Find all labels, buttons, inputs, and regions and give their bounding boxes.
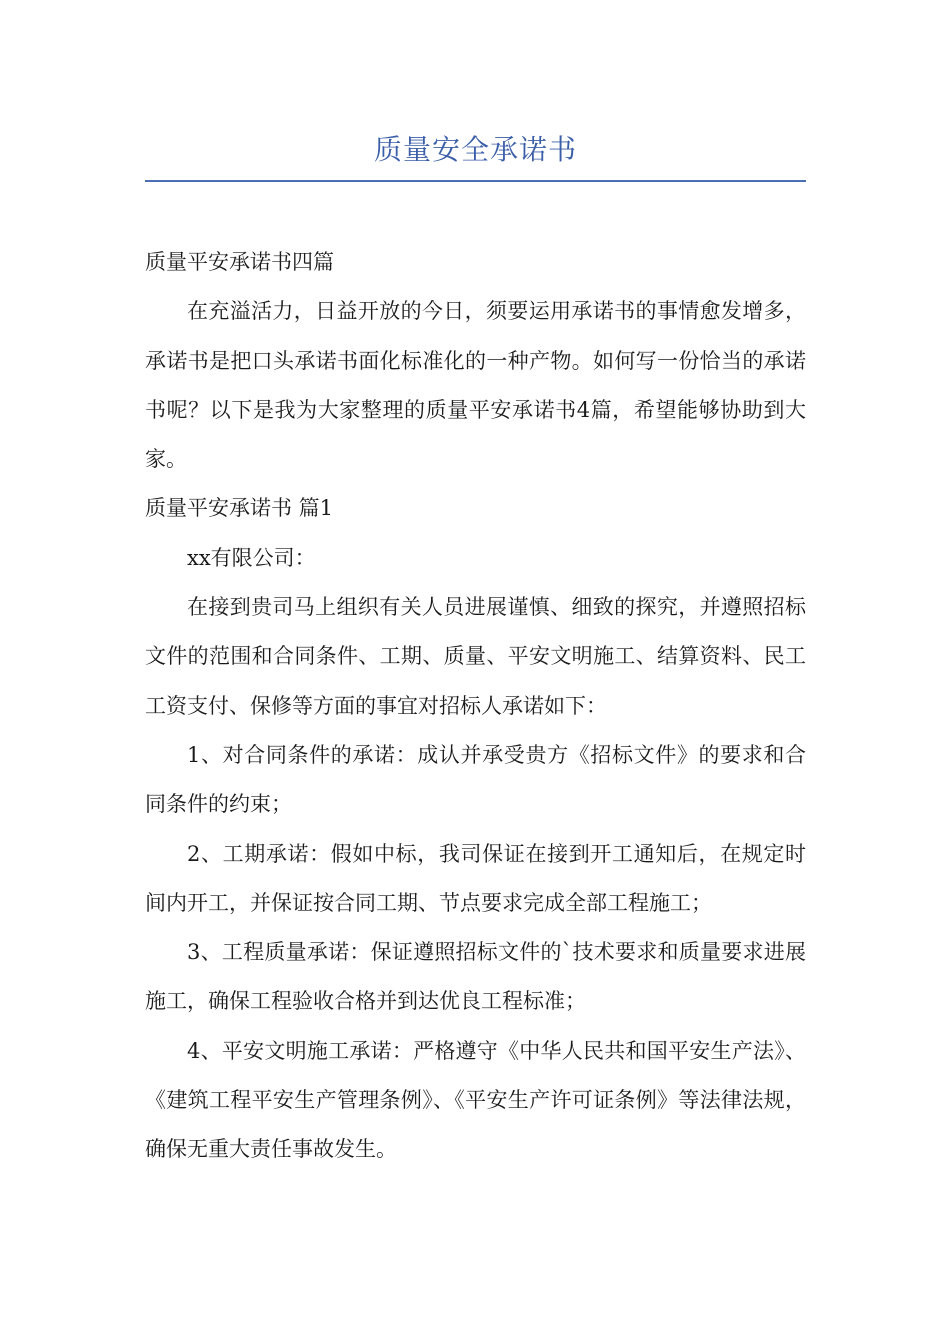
commitment-item-4: 4、平安文明施工承诺：严格遵守《中华人民共和国平安生产法》、《建筑工程平安生产管理条例》、《平安生产许可证条例》等法律法规，确保无重大责任事故发生。 xyxy=(145,1038,806,1162)
commitment-item-1: 1、对合同条件的承诺：成认并承受贵方《招标文件》的要求和合同条件的约束； xyxy=(145,742,806,817)
intro-paragraph: 在充溢活力，日益开放的今日，须要运用承诺书的事情愈发增多，承诺书是把口头承诺书面化标准化的一种产物。如何写一份恰当的承诺书呢？以下是我为大家整理的质量平安承诺书4篇，希望能够协助到大家。 xyxy=(145,299,806,472)
salutation: xx有限公司： xyxy=(187,545,316,570)
section-heading: 质量平安承诺书 篇1 xyxy=(145,496,334,521)
subtitle: 质量平安承诺书四篇 xyxy=(145,250,334,274)
document-body xyxy=(145,238,806,1175)
title-underline xyxy=(145,180,806,182)
opening-paragraph: 在接到贵司马上组织有关人员进展谨慎、细致的探究，并遵照招标文件的范围和合同条件、工期、质量、平安文明施工、结算资料、民工工资支付、保修等方面的事宜对招标人承诺如下： xyxy=(145,595,806,718)
commitment-item-2: 2、工期承诺：假如中标，我司保证在接到开工通知后，在规定时间内开工，并保证按合同工期、节点要求完成全部工程施工； xyxy=(145,841,806,915)
commitment-item-3: 3、工程质量承诺：保证遵照招标文件的`技术要求和质量要求进展施工，确保工程验收合格并到达优良工程标准； xyxy=(145,940,806,1014)
document-title: 质量安全承诺书 xyxy=(373,133,577,166)
